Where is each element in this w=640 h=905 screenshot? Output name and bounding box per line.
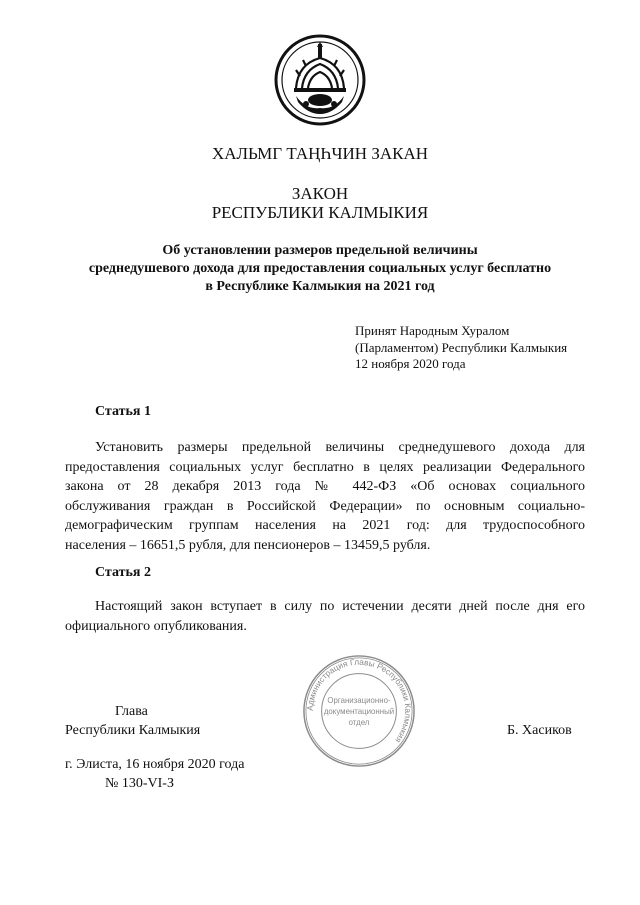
article-1-heading: Статья 1: [95, 404, 151, 419]
article-1-body: [65, 438, 585, 555]
title-kalmyk: ХАЛЬМГ ТАҢҺЧИН ЗАКАН: [211, 144, 429, 163]
title-republic: РЕСПУБЛИКИ КАЛМЫКИЯ: [211, 203, 429, 222]
signature-position-org: Республики Калмыкия: [65, 723, 201, 738]
paragraph-line: предоставления социальных услуг бесплатно в целях реализации Федерального: [65, 459, 585, 475]
adoption-note: [355, 323, 567, 373]
stamp-inner-line: Организационно-: [327, 696, 391, 706]
adoption-line: 12 ноября 2020 года: [355, 356, 466, 371]
law-subject: [0, 242, 640, 296]
subject-line: Об установлении размеров предельной величины: [162, 243, 478, 258]
paragraph-line: Установить размеры предельной величины среднедушевого дохода для: [95, 440, 585, 455]
article-2-body: [65, 597, 585, 636]
adoption-line: (Парламентом) Республики Калмыкия: [355, 339, 568, 355]
paragraph-line: обслуживания граждан в Российской Федерации» по основным социально-: [65, 498, 585, 514]
coat-of-arms-emblem: [270, 30, 370, 130]
paragraph-line: демографическим группам населения на 2021 год: для трудоспособного: [65, 518, 585, 533]
paragraph-line: Настоящий закон вступает в силу по истечении десяти дней после дня его: [95, 599, 585, 614]
stamp-outer-text: Администрация Главы Республики Калмыкия: [304, 656, 414, 745]
title-law: ЗАКОН: [291, 184, 349, 203]
department-stamp: [300, 652, 418, 770]
adoption-line: Принят Народным Хуралом: [355, 323, 510, 338]
stamp-inner-line: отдел: [348, 717, 370, 727]
signatory-name: Б. Хасиков: [507, 723, 572, 738]
paragraph-line: населения – 16651,5 рубля, для пенсионеров – 13459,5 рубля.: [65, 537, 431, 553]
signature-position: Глава: [115, 704, 148, 719]
article-2-heading: Статья 2: [95, 565, 151, 580]
place-and-date: г. Элиста, 16 ноября 2020 года: [65, 757, 245, 772]
paragraph-line: закона от 28 декабря 2013 года № 442-ФЗ «Об основах социального: [65, 479, 585, 494]
law-number: № 130-VI-З: [105, 776, 174, 791]
paragraph-line: официального опубликования.: [65, 618, 247, 634]
stamp-inner-line: документационный: [323, 706, 395, 716]
subject-line: в Республике Калмыкия на 2021 год: [205, 279, 435, 294]
subject-line: среднедушевого дохода для предоставления социальных услуг бесплатно: [88, 261, 552, 276]
